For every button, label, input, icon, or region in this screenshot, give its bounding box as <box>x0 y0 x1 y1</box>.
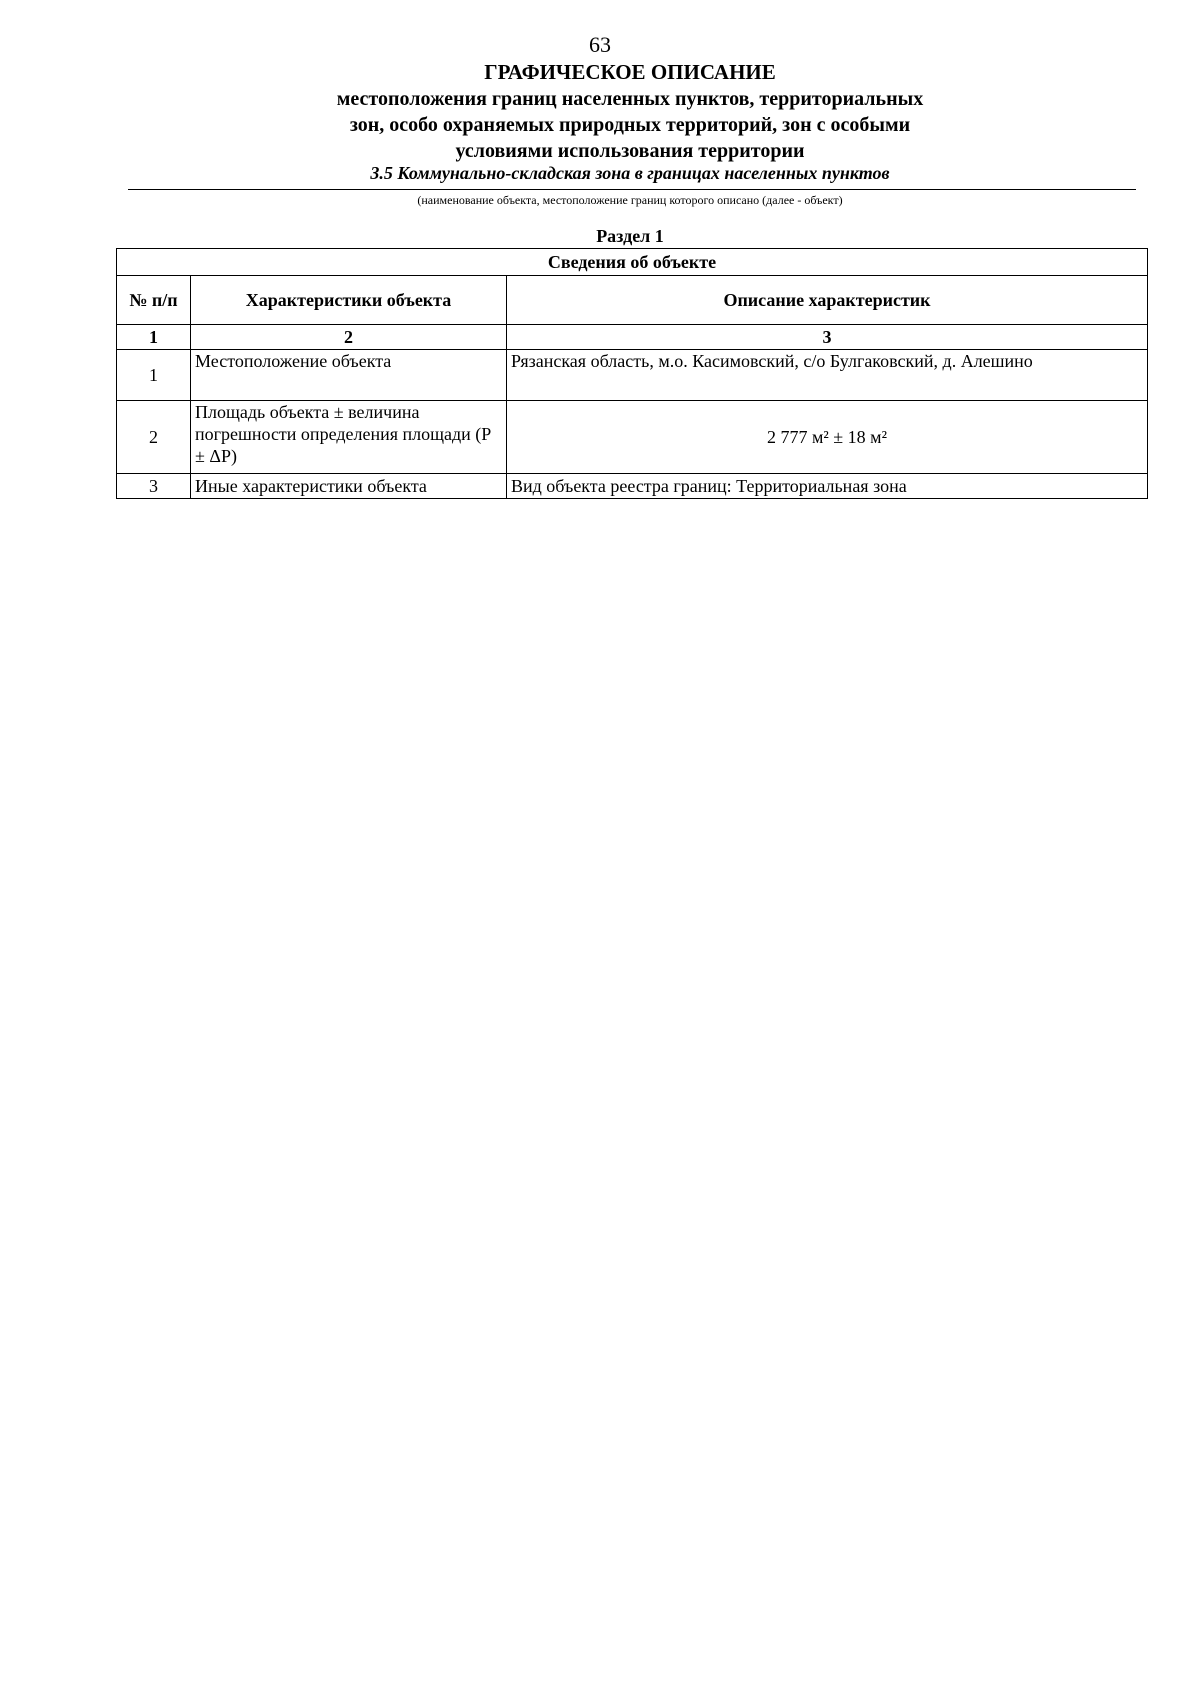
row-characteristic: Иные характеристики объекта <box>191 474 507 499</box>
subtitle-line: местоположения границ населенных пунктов, территориальных <box>336 88 924 110</box>
table-column-header-row <box>117 276 1148 325</box>
page-number: 63 <box>589 32 611 57</box>
col-number: 2 <box>191 325 507 350</box>
col-header-num: № п/п <box>117 276 191 325</box>
row-num: 3 <box>117 474 191 499</box>
table-header: Сведения об объекте <box>117 249 1148 276</box>
row-num: 2 <box>117 401 191 474</box>
section-title: Раздел 1 <box>596 226 664 246</box>
row-description: Вид объекта реестра границ: Территориальная зона <box>507 474 1148 499</box>
subtitle-line: условиями использования территории <box>455 140 805 162</box>
row-description: Рязанская область, м.о. Касимовский, с/о Булгаковский, д. Алешино <box>507 350 1148 401</box>
col-number: 1 <box>117 325 191 350</box>
object-info-table <box>116 248 1148 499</box>
document-subtitle <box>200 86 1060 164</box>
subtitle-line: зон, особо охраняемых природных территорий, зон с особыми <box>349 114 911 136</box>
object-name: 3.5 Коммунально-складская зона в границах населенных пунктов <box>370 163 890 183</box>
row-description: 2 777 м² ± 18 м² <box>507 401 1148 474</box>
object-name-caption: (наименование объекта, местоположение границ которого описано (далее - объект) <box>417 193 843 207</box>
row-characteristic: Местоположение объекта <box>191 350 507 401</box>
col-number: 3 <box>507 325 1148 350</box>
row-num: 1 <box>117 350 191 401</box>
document-title: ГРАФИЧЕСКОЕ ОПИСАНИЕ <box>484 60 776 84</box>
row-characteristic: Площадь объекта ± величина погрешности определения площади (P ± ΔP) <box>191 401 507 474</box>
col-header-description: Описание характеристик <box>507 276 1148 325</box>
table-column-number-row <box>117 325 1148 350</box>
object-name-underline <box>128 189 1136 190</box>
table-row <box>117 401 1148 474</box>
table-row <box>117 474 1148 499</box>
table-header-row <box>117 249 1148 276</box>
table-row <box>117 350 1148 401</box>
col-header-characteristic: Характеристики объекта <box>191 276 507 325</box>
